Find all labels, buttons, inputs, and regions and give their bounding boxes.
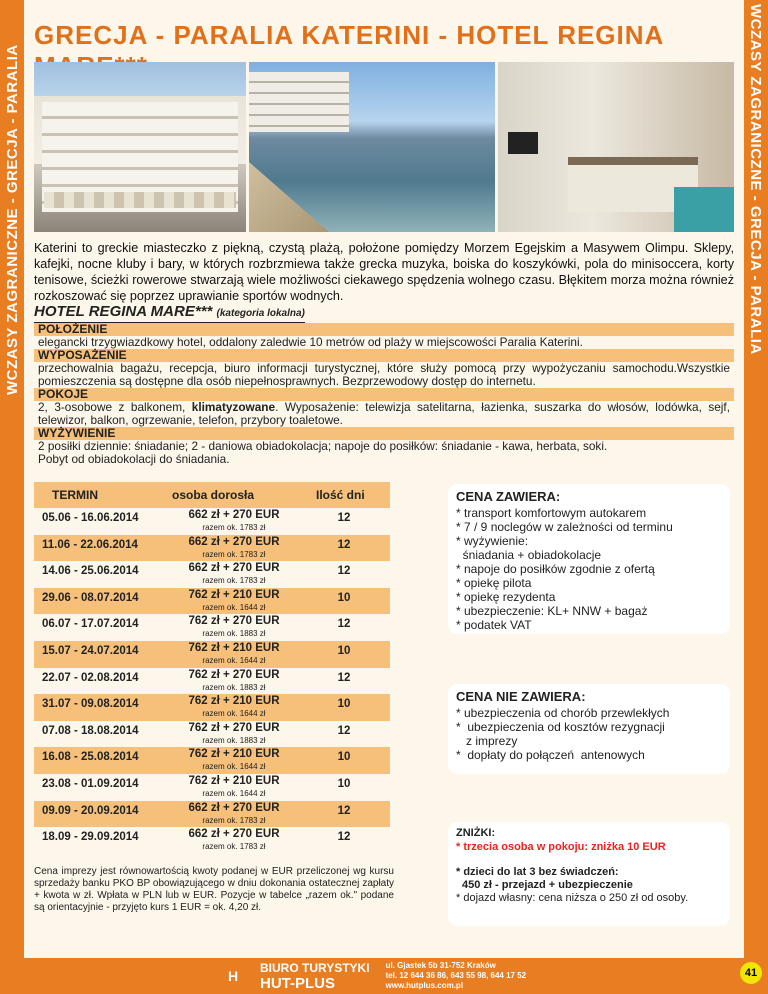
page-number: 41 bbox=[740, 962, 762, 984]
hotel-heading bbox=[34, 303, 305, 320]
row-days: 12 bbox=[337, 565, 351, 578]
row-price: 762 zł + 210 EUR razem ok. 1644 zł bbox=[184, 695, 284, 718]
row-price: 662 zł + 270 EUR razem ok. 1783 zł bbox=[184, 536, 284, 559]
row-termin: 14.06 - 25.06.2014 bbox=[42, 565, 139, 578]
row-days: 12 bbox=[337, 671, 351, 684]
row-razem: razem ok. 1783 zł bbox=[202, 815, 266, 825]
row-price: 762 zł + 210 EUR razem ok. 1644 zł bbox=[184, 748, 284, 771]
website-link[interactable]: www.hutplus.com.pl bbox=[385, 981, 464, 990]
list-item: śniadania + obiadokolacje bbox=[456, 548, 602, 562]
row-price: 662 zł + 270 EUR razem ok. 1783 zł bbox=[184, 509, 284, 532]
list-item: * ubezpieczenia od chorób przewlekłych bbox=[456, 706, 670, 720]
row-price: 762 zł + 210 EUR razem ok. 1644 zł bbox=[184, 642, 284, 665]
price-table bbox=[34, 482, 390, 854]
section-body-wyzywienie-1: 2 posiłki dziennie: śniadanie; 2 - daniowa obiadokolacja; napoje do posiłków: śniadanie - kawa, herbata, soki. bbox=[38, 439, 608, 453]
table-row bbox=[34, 561, 390, 588]
row-razem: razem ok. 1783 zł bbox=[202, 576, 266, 586]
row-termin: 07.08 - 18.08.2014 bbox=[42, 724, 139, 737]
row-razem: razem ok. 1644 zł bbox=[202, 762, 266, 772]
row-termin: 31.07 - 09.08.2014 bbox=[42, 698, 139, 711]
table-row bbox=[34, 694, 390, 721]
left-side-label: WCZASY ZAGRANICZNE - GRECJA - PARALIA bbox=[4, 44, 21, 395]
table-row bbox=[34, 747, 390, 774]
row-price: 762 zł + 210 EUR razem ok. 1644 zł bbox=[184, 589, 284, 612]
row-razem: razem ok. 1644 zł bbox=[202, 655, 266, 665]
contact-info: ul. Gjastek 5b 31-752 Kraków tel. 12 644 36 86, 643 55 98, 644 17 52 www.hutplus.com.pl bbox=[385, 961, 527, 990]
list-item: * podatek VAT bbox=[456, 618, 532, 632]
hotel-details bbox=[34, 323, 734, 466]
list-item: * wyżywienie: bbox=[456, 534, 529, 548]
beach-photo bbox=[249, 62, 495, 232]
table-row bbox=[34, 614, 390, 641]
footer bbox=[218, 958, 558, 994]
row-price: 662 zł + 270 EUR razem ok. 1783 zł bbox=[184, 562, 284, 585]
hotel-room-photo bbox=[498, 62, 734, 232]
right-side-label: WCZASY ZAGRANICZNE - GRECJA - PARALIA bbox=[747, 4, 764, 355]
section-body-wyzywienie-2: Pobyt od obiadokolacji do śniadania. bbox=[38, 452, 230, 466]
section-body-wyposazenie: przechowalnia bagażu, recepcja, biuro informacji turystycznej, które służy pomocą przy wypożyczaniu samochodu.Wszystkie pomieszczenia są dostępne dla osób niepełnosprawnych. Bezprzewodowy dostęp do internetu. bbox=[38, 361, 730, 388]
row-price: 662 zł + 270 EUR razem ok. 1783 zł bbox=[184, 828, 284, 851]
row-days: 12 bbox=[337, 538, 351, 551]
row-razem: razem ok. 1883 zł bbox=[202, 629, 266, 639]
znizki-title: ZNIŻKI: bbox=[456, 827, 496, 839]
list-item: * opiekę pilota bbox=[456, 576, 532, 590]
company-logo-text: BIURO TURYSTYKI HUT-PLUS bbox=[254, 959, 376, 993]
row-days: 10 bbox=[337, 644, 351, 657]
price-footnote: Cena imprezy jest równowartością kwoty podanej w EUR przeliczonej wg kursu sprzedaży banku PKO BP obowiązującego w dniu dokonania ostatecznej zapłaty + kwota w zł. Wpłata w PLN lub w EUR. Pozycje w tabelce „razem ok." podane są orientacyjnie - przyjęto kurs 1 EUR = ok. 4,20 zł. bbox=[34, 866, 394, 913]
row-price: 762 zł + 210 EUR razem ok. 1644 zł bbox=[184, 775, 284, 798]
table-header bbox=[34, 482, 390, 508]
list-item: * napoje do posiłków zgodnie z ofertą bbox=[456, 562, 655, 576]
header-termin: TERMIN bbox=[52, 488, 98, 502]
znizki-children-2: 450 zł - przejazd + ubezpieczenie bbox=[462, 879, 633, 891]
znizki-extra-box bbox=[448, 864, 730, 926]
table-row bbox=[34, 508, 390, 535]
row-termin: 09.09 - 20.09.2014 bbox=[42, 804, 139, 817]
hotel-name: HOTEL REGINA MARE*** bbox=[34, 303, 213, 320]
row-termin: 22.07 - 02.08.2014 bbox=[42, 671, 139, 684]
row-termin: 29.06 - 08.07.2014 bbox=[42, 591, 139, 604]
list-item: * opiekę rezydenta bbox=[456, 590, 556, 604]
row-days: 10 bbox=[337, 698, 351, 711]
row-razem: razem ok. 1783 zł bbox=[202, 523, 266, 532]
table-row bbox=[34, 535, 390, 562]
table-row bbox=[34, 721, 390, 748]
row-razem: razem ok. 1883 zł bbox=[202, 735, 266, 745]
row-termin: 06.07 - 17.07.2014 bbox=[42, 618, 139, 631]
row-days: 10 bbox=[337, 777, 351, 790]
page-title: GRECJA - PARALIA KATERINI - HOTEL REGINA bbox=[34, 20, 664, 50]
row-razem: razem ok. 1644 zł bbox=[202, 709, 266, 719]
znizki-box bbox=[448, 822, 730, 864]
row-razem: razem ok. 1883 zł bbox=[202, 682, 266, 692]
list-item: * ubezpieczenie: KL+ NNW + bagaż bbox=[456, 604, 648, 618]
znizki-own-transport: * dojazd własny: cena niższa o 250 zł od osoby. bbox=[456, 892, 689, 904]
cena-nie-zawiera-title: CENA NIE ZAWIERA: bbox=[456, 689, 586, 704]
hotel-exterior-photo bbox=[34, 62, 246, 232]
row-days: 10 bbox=[337, 591, 351, 604]
table-row bbox=[34, 641, 390, 668]
row-razem: razem ok. 1644 zł bbox=[202, 788, 266, 798]
list-item: * dopłaty do połączeń antenowych bbox=[456, 748, 645, 762]
znizki-third-person: * trzecia osoba w pokoju: zniżka 10 EUR bbox=[456, 841, 666, 853]
row-price: 662 zł + 270 EUR razem ok. 1783 zł bbox=[184, 802, 284, 825]
znizki-children-1: * dzieci do lat 3 bez świadczeń: bbox=[456, 866, 619, 878]
row-days: 12 bbox=[337, 804, 351, 817]
row-razem: razem ok. 1783 zł bbox=[202, 549, 266, 559]
list-item: * ubezpieczenia od kosztów rezygnacji bbox=[456, 720, 665, 734]
hut-plus-logo-icon: H bbox=[218, 961, 248, 991]
header-dni: Ilość dni bbox=[316, 488, 365, 502]
row-days: 12 bbox=[337, 724, 351, 737]
row-termin: 11.06 - 22.06.2014 bbox=[42, 538, 138, 551]
cena-zawiera-box bbox=[448, 484, 730, 634]
row-termin: 23.08 - 01.09.2014 bbox=[42, 777, 139, 790]
photo-strip bbox=[34, 62, 734, 232]
row-razem: razem ok. 1644 zł bbox=[202, 602, 266, 612]
row-days: 12 bbox=[337, 831, 351, 844]
section-heading-polozenie: POŁOŻENIE bbox=[34, 323, 734, 336]
cena-zawiera-title: CENA ZAWIERA: bbox=[456, 489, 561, 504]
row-days: 12 bbox=[337, 618, 351, 631]
row-razem: razem ok. 1783 zł bbox=[202, 842, 266, 852]
row-termin: 15.07 - 24.07.2014 bbox=[42, 644, 139, 657]
row-termin: 18.09 - 29.09.2014 bbox=[42, 831, 139, 844]
table-row bbox=[34, 774, 390, 801]
list-item: z imprezy bbox=[456, 734, 518, 748]
row-termin: 16.08 - 25.08.2014 bbox=[42, 751, 139, 764]
hotel-category: (kategoria lokalna) bbox=[216, 308, 305, 319]
row-termin: 05.06 - 16.06.2014 bbox=[42, 512, 139, 524]
section-heading-wyzywienie: WYŻYWIENIE bbox=[34, 427, 734, 440]
row-price: 762 zł + 270 EUR razem ok. 1883 zł bbox=[184, 669, 284, 692]
section-heading-pokoje: POKOJE bbox=[34, 388, 734, 401]
table-row bbox=[34, 668, 390, 695]
intro-paragraph: Katerini to greckie miasteczko z piękną, czystą plażą, położone pomiędzy Morzem Egejskim a Masywem Olimpu. Sklepy, kafejki, nocne kluby i bary, w których rozbrzmiewa także grecka muzyka, boiska do koszykówki, pola do minisoccera, korty tenisowe, ścieżki rowerowe stwarzają wiele możliwości ciekawego spędzenia wolnego czasu. Błękitem morza można również rozkoszować się poprzez uprawianie sportów wodnych. bbox=[34, 241, 734, 303]
cena-nie-zawiera-box bbox=[448, 684, 730, 774]
section-body-pokoje: 2, 3-osobowe z balkonem, klimatyzowane. Wyposażenie: telewizja satelitarna, łazienka, suszarka do włosów, lodówka, sejf, telewizor, balkon, ogrzewanie, telefon, przybory toaletowe. bbox=[38, 400, 730, 427]
table-row bbox=[34, 588, 390, 615]
row-price: 762 zł + 270 EUR razem ok. 1883 zł bbox=[184, 722, 284, 745]
list-item: * transport komfortowym autokarem bbox=[456, 506, 647, 520]
row-days: 12 bbox=[337, 512, 351, 524]
header-osoba: osoba dorosła bbox=[172, 488, 255, 502]
row-days: 10 bbox=[337, 751, 351, 764]
section-body-polozenie: elegancki trzygwiazdkowy hotel, oddalony zaledwie 10 metrów od plaży w miejscowości Paralia Katerini. bbox=[38, 335, 583, 349]
table-row bbox=[34, 827, 390, 854]
section-heading-wyposazenie: WYPOSAŻENIE bbox=[34, 349, 734, 362]
row-price: 762 zł + 270 EUR razem ok. 1883 zł bbox=[184, 615, 284, 638]
list-item: * 7 / 9 noclegów w zależności od terminu bbox=[456, 520, 673, 534]
table-row bbox=[34, 801, 390, 828]
